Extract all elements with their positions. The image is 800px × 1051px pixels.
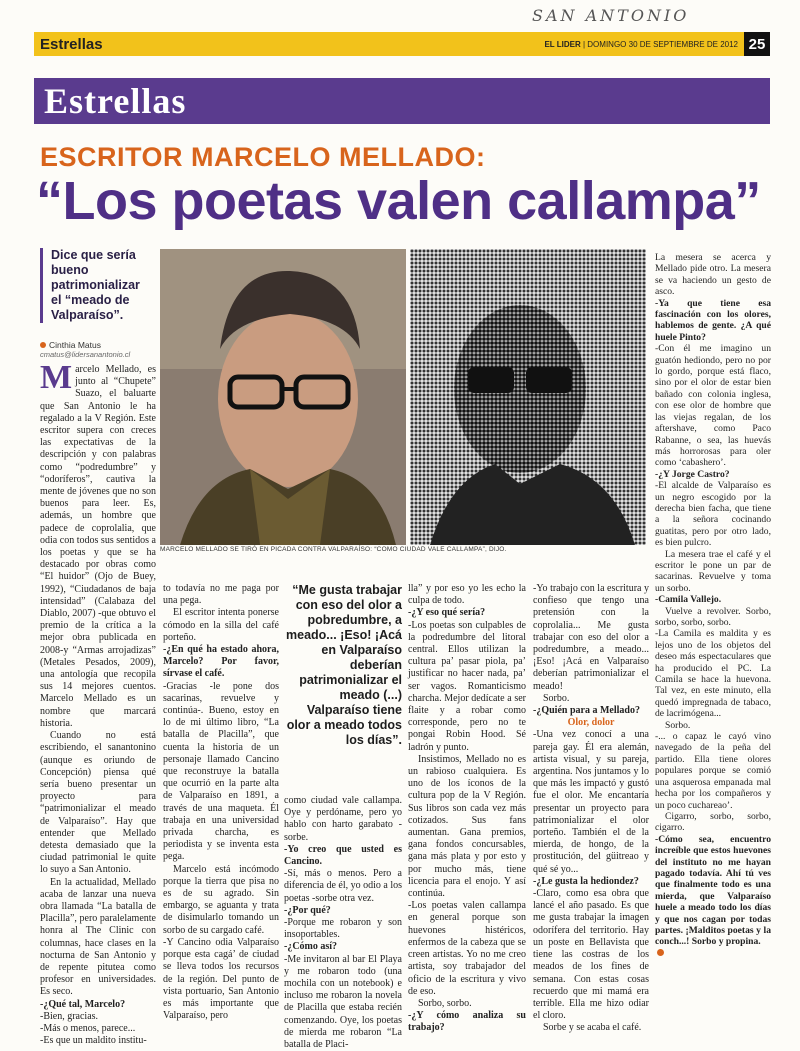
answer: -Porque me robaron y son insoportables.: [284, 917, 402, 941]
section-label: Estrellas: [40, 35, 103, 53]
answer: -Los poetas valen callampa en general porque son huevones histéricos, enfermos de la cabeza que se creen artistas. Yo no me creo artista, soy trabajador del oficio de la escritura y vivo de eso.: [408, 900, 526, 997]
answer: -Los poetas son culpables de la podredumbre del litoral central. Ellos utilizan la cultura pa’ pasar piola, pa’ justificar no hacer nada, pa’ ser vagos. Romanticismo charcha. Mejor dedícate a ser flaite y a robar como corresponde, pero no te pongai Robin Hood. Sé ladrón y punto.: [408, 619, 526, 753]
issue-date: EL LIDER | DOMINGO 30 DE SEPTIEMBRE DE 2012: [544, 39, 738, 49]
kicker: ESCRITOR MARCELO MELLADO:: [40, 142, 486, 172]
paragraph: Marcelo está incómodo porque la tierra que pisa no es de su agrado. Sin embargo, se aguanta y trata de disimularlo tomando un sorbo de su cargado café.: [163, 863, 279, 936]
answer: -Es que un maldito institu-: [40, 1035, 147, 1047]
question: -¿Quién para a Mellado?: [533, 705, 640, 717]
handwritten-note: SAN ANTONIO: [532, 6, 690, 25]
answer: -Me invitaron al bar El Playa y me robaron todo (una mochila con un notebook) e incluso me robaron la novela de Placilla que estaba recién comenzando. Oye, los poetas de mierda me robaron “La batalla de Placi-: [284, 953, 402, 1051]
subheading: Olor, dolor: [567, 717, 615, 729]
byline: [40, 340, 155, 359]
answer: -Bien, gracias.: [40, 1010, 99, 1022]
answer: -La Camila es maldita y es lejos uno de los objetos del deseo más espectaculares que ha producido el PC. La Camila se hace la huevona. Tal vez, en este minuto, ella quedó impregnada de tabaco, de lacrimógena...: [655, 628, 771, 720]
question: -¿Cómo así?: [284, 941, 338, 953]
question: -¿Y cómo analiza su trabajo?: [408, 1010, 526, 1034]
column-1: [40, 359, 156, 1047]
paragraph: arcelo Mellado, es junto al “Chupete” Suazo, el baluarte que San Antonio le ha regalado a la V Región. Este escritor supera con creces las expectativas de la descripción y con palabras como “podredumbre” y “odoríferos”, cautiva la mente de jóvenes que no son buenos para leer. Es, además, un hombre que padece de coprolalia, que odia con todos sus sentidos a los poetas y que se ha destacado por obras como “El huidor” (Ojo de Buey, 1992), “Ciudadanos de baja intensidad” (Calabaza del Diablo, 2007) -que obtuvo el premio de la crítica a la mejor obra publicada en 2008-y “Armas arrojadizas” (Metales Pesados, 2009), una antología que recopila sus 14 mejores cuentos. Marcelo Mellado es un nombre que marcará historia.: [40, 364, 156, 729]
column-2: [163, 583, 279, 1022]
answer: -Gracias -le pone dos sacarinas, revuelve y continúa-. Bueno, estoy en lo de mi último libro, “La batalla de Placilla”, que cuenta la historia de un personaje llamado Cancino que reconstruye la batalla que ocurrió en la parte alta de Valparaíso en 1891, a través de una maqueta. Él trabaja en una universidad privada charcha, es periodista y se inventa esta pega.: [163, 680, 279, 863]
question: -Yo creo que usted es Cancino.: [284, 843, 402, 868]
answer: -Yo trabajo con la escritura y confieso que tengo una pretensión con la coprolalia... Me gusta trabajar con eso del olor a podredumbre, a meado... ¡Eso! ¡Acá en Valparaíso deberían patrimonializar el meado!: [533, 583, 649, 692]
author-name: Cinthia Matus: [49, 340, 101, 350]
section-banner: [34, 78, 770, 124]
answer: -Sí, más o menos. Pero a diferencia de él, yo odio a los poetas -sorbe otra vez.: [284, 868, 403, 904]
author-email: cmatus@lidersanantonio.cl: [40, 350, 131, 359]
column-5: [533, 583, 649, 1035]
answer: -Con él me imagino un guatón hediondo, pero no por lo gordo, porque está flaco, sino por el olor de estar bien bañado con colonia inglesa, con ese olor de hombre que las viejas regalan, de los aftershave, como Paco Rabanne, o sea, las huevás más horrorosas para oler como ‘cabashero’.: [655, 343, 771, 469]
column-3: [284, 795, 402, 1051]
question: -¿Y Jorge Castro?: [655, 468, 730, 480]
paragraph: El escritor intenta ponerse cómodo en la silla del café porteño.: [163, 607, 279, 643]
paragraph: La mesera se acerca y Mellado pide otro. La mesera se va haciendo un gesto de asco.: [655, 252, 771, 298]
paragraph: to todavía no me paga por una pega.: [163, 583, 279, 607]
paragraph: Cuando no está escribiendo, el sanantonino (aunque es oriundo de Concepción) piensa qué sería bueno presentar un proyecto para “patrimonializar el meado de Valparaíso”. Hay que entender que Mellado detesta demasiado que la ciudad patrimonial le quite lo suyo a San Antonio.: [40, 730, 156, 876]
paragraph: Sorbe y se acaba el café.: [543, 1022, 642, 1034]
question: -¿Y eso qué sería?: [408, 607, 486, 619]
answer: -Y Cancino odia Valparaíso porque esta cagá’ de ciudad se lleva todos los recursos de la región. Del punto de vista portuario, San Antonio es más importante que Valparaíso, pero: [163, 936, 279, 1022]
paragraph: La mesera trae el café y el escritor le pone un par de sacarinas. Revuelve y toma un sorbo.: [655, 548, 771, 594]
question: -¿En qué ha estado ahora, Marcelo? Por favor, sírvase el café.: [163, 644, 279, 680]
paragraph: Sorbo.: [543, 692, 570, 704]
answer: -Una vez conocí a una pareja gay. Él era alemán, artista visual, y su pareja, argentina. Nos juntamos y lo que más les impactó y gustó fue el olor. Me encantaría presentar un proyecto para patrimonializar el olor porteño. También el de la mierda, de hongo, de la prostitución, del güitreao y qué sé yo...: [533, 729, 649, 875]
answer: -Claro, como esa obra que lancé el año pasado. Es que me gusta trabajar la imagen odorífera del territorio. Hay un poste en Bellavista que tiene las costras de los meados de los fines de semana. Con estas cosas recuerdo que mi mamá era terrible. Ella me hizo odiar el cloro.: [533, 888, 649, 1022]
answer: -Cómo sea, encuentro increíble que estos huevones del instituto no me hayan pagado todavía. Ahí tú ves que finalmente todo es una mierda, que Valparaíso huele a meado todo los días y que nos cagan por todas partes. ¡Malditos poetas y la conch...! Sorbo y propina.: [655, 833, 771, 948]
paragraph: -Más o menos, parece...: [40, 1022, 136, 1034]
answer: como ciudad vale callampa. Oye y perdóname, pero yo hablo con harto garabato -sorbe.: [284, 795, 402, 843]
paragraph: Sorbo, sorbo.: [418, 997, 472, 1009]
column-4: [408, 583, 526, 1035]
banner-title: Estrellas: [44, 81, 187, 121]
paragraph: Sorbo.: [665, 719, 691, 731]
halftone-portrait-illustration: [410, 249, 646, 545]
paragraph: En la actualidad, Mellado acaba de lanzar una nueva obra llamada “La batalla de Placilla”, pero paralelamente honra al The Clinic con columnas, hace clases en la nocturna de San Antonio y de repente pituteа como profesor en universidades. Es seco.: [40, 876, 156, 998]
page-number: 25: [744, 32, 770, 56]
paragraph: Vuelve a revolver. Sorbo, sorbo, sorbo, sorbo.: [655, 605, 771, 628]
end-mark-icon: [657, 949, 664, 956]
author-photo-halftone: [410, 249, 646, 545]
question: -¿Por qué?: [284, 904, 331, 916]
pull-quote: “Me gusta trabajar con eso del olor a pobredumbre, a meado... ¡Eso! ¡Acá en Valparaíso deberían patrimonializar el meado (...) Valparaíso tiene olor a meado todos los días”.: [286, 583, 402, 747]
drop-cap: M: [40, 359, 73, 396]
paragraph: Insistimos, Mellado no es un rabioso cualquiera. Es uno de los íconos de la cultura pop de la V Región. Sus libros son cada vez más cotizados. Sus fans aumentan. Gana premios, gana fondos concursables, gana más plata y por esto y por mucho más, tiene licencia para el enojo. Y así continúa.: [408, 753, 526, 900]
question: -¿Qué tal, Marcelo?: [40, 998, 126, 1010]
question: -Camila Vallejo.: [655, 594, 722, 606]
portrait-illustration: [160, 249, 406, 545]
question: -¿Le gusta la hediondez?: [533, 875, 639, 887]
answer: -El alcalde de Valparaíso es un negro escogido por la derecha bien facha, que tiene a la señora cocinando guatitas, pero por otro lado, es bien pulcro.: [655, 480, 771, 549]
photo-caption: MARCELO MELLADO SE TIRÓ EN PICADA CONTRA VALPARAÍSO: “COMO CIUDAD VALE CALLAMPA”, DIJO.: [160, 546, 507, 553]
paper-name: EL LIDER: [544, 39, 581, 49]
section-header-strip: [34, 32, 770, 56]
author-photo-color: [160, 249, 406, 545]
paragraph: Cigarro, sorbo, sorbo, cigarro.: [655, 810, 771, 834]
answer: lla” y por eso yo les echo la culpa de todo.: [408, 583, 526, 607]
answer: -... o capaz le cayó vino navegado de la peña del partido. Ella tiene olores populares porque se comió una asquerosa empanada mal hecha por los compañeros y un poco cuchareao’.: [655, 731, 771, 811]
headline: “Los poetas valen callampa”: [36, 171, 761, 231]
deck: Dice que sería bueno patrimonializar el “meado de Valparaíso”.: [40, 248, 152, 323]
column-6: [655, 252, 771, 959]
date-text: DOMINGO 30 DE SEPTIEMBRE DE 2012: [587, 39, 738, 49]
question: -Ya que tiene esa fascinación con los olores, hablemos de gente. ¿A qué huele Pinto?: [655, 297, 771, 343]
bullet-icon: [40, 342, 46, 348]
